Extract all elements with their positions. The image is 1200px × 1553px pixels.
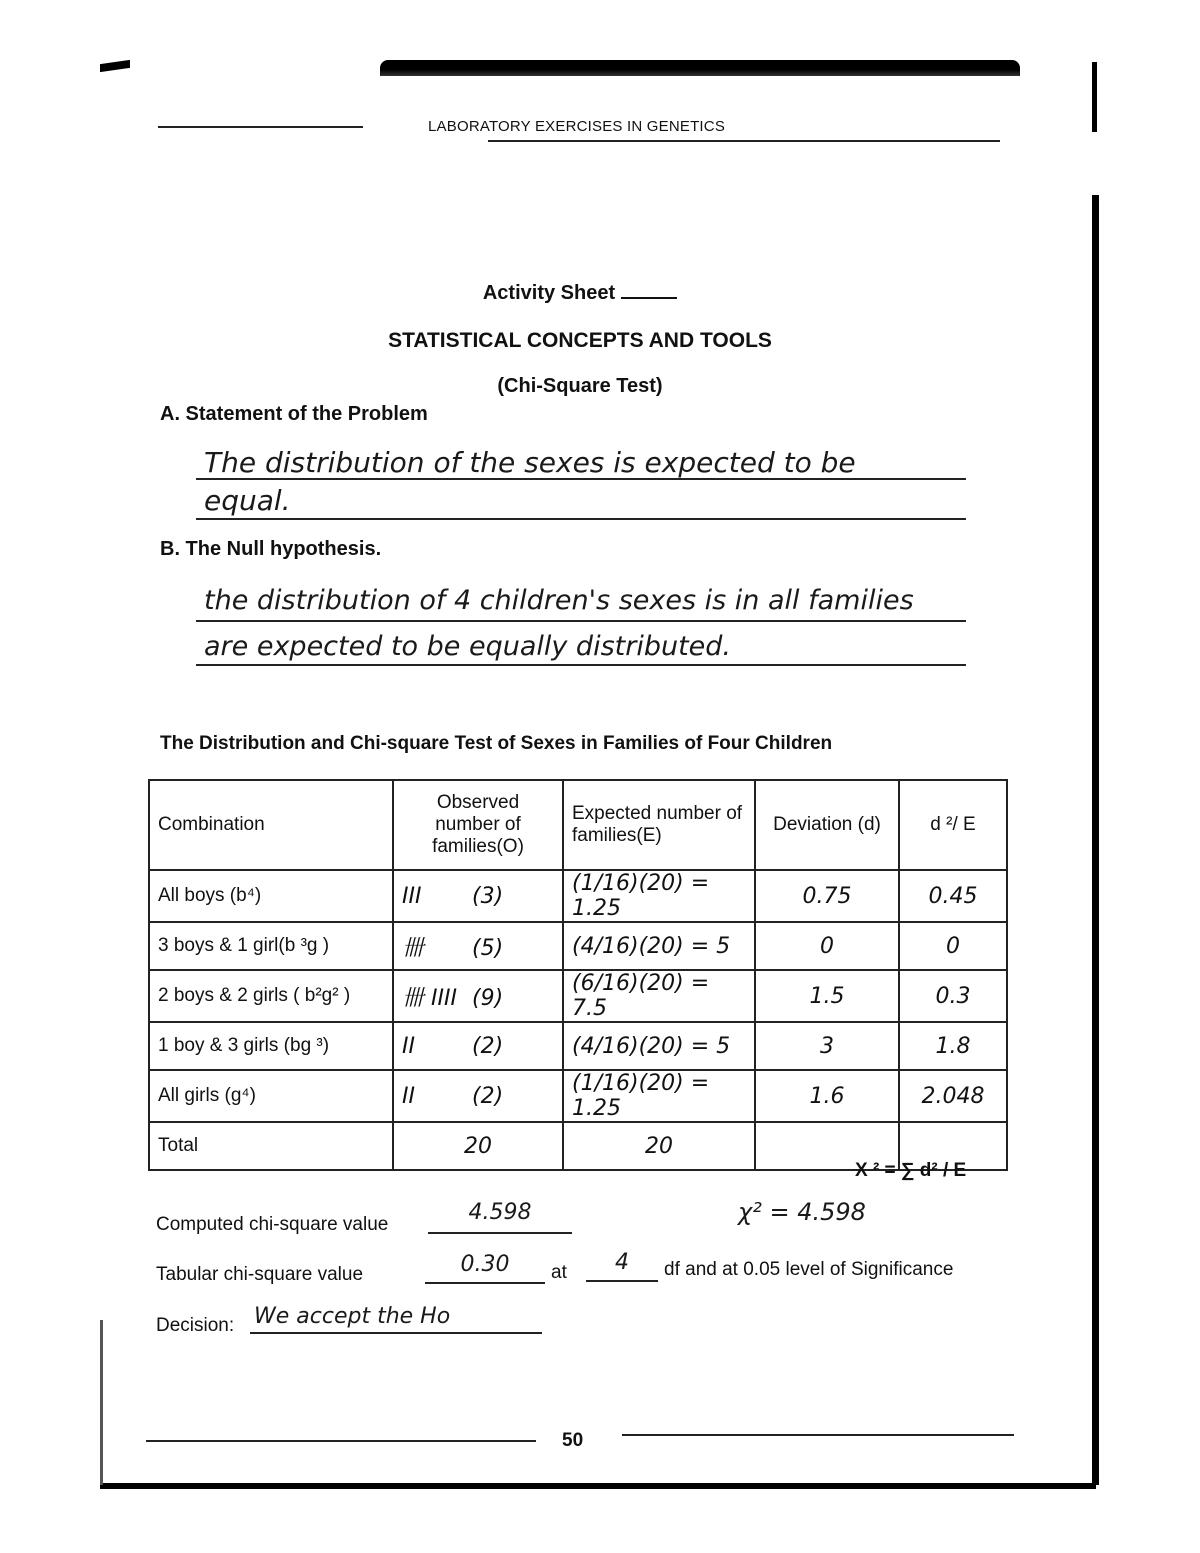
sub-title: (Chi-Square Test): [497, 375, 663, 397]
observed-count: (2): [472, 1083, 504, 1109]
cell-combination: 3 boys & 1 girl(b ³g ): [149, 922, 393, 970]
cell-d2e: 0.3: [899, 970, 1007, 1022]
computed-chi-label: Computed chi-square value: [156, 1214, 389, 1235]
df-value: 4: [586, 1250, 658, 1282]
hypothesis-answer-line: are expected to be equally distributed.: [196, 630, 966, 666]
section-a-label: A. Statement of the Problem: [160, 403, 428, 425]
scan-left-edge: [100, 1320, 103, 1485]
problem-answer-line: The distribution of the sexes is expected to be: [196, 446, 966, 480]
tabular-chi-value: 0.30: [425, 1252, 545, 1284]
cell-expected: (6/16)(20) = 7.5: [563, 970, 755, 1022]
tally-marks: 卌: [402, 935, 425, 961]
table-row: [149, 922, 1007, 970]
cell-combination: 2 boys & 2 girls ( b²g² ): [149, 970, 393, 1022]
chi-square-formula: X ² = ∑ d² / E: [855, 1160, 967, 1181]
scan-top-shadow: [380, 60, 1020, 76]
activity-title: Activity Sheet: [0, 282, 1160, 305]
decision-value: We accept the Ho: [250, 1304, 542, 1334]
decision-label: Decision:: [156, 1315, 235, 1336]
cell-d2e: 0: [899, 922, 1007, 970]
activity-number-blank: [621, 283, 677, 299]
cell-total-observed: 20: [393, 1122, 563, 1170]
hypothesis-answer-line: the distribution of 4 children's sexes is in all families: [196, 584, 966, 622]
table-row: [149, 970, 1007, 1022]
header-deviation: Deviation (d): [755, 780, 899, 870]
cell-deviation: 3: [755, 1022, 899, 1070]
header-rule-right: [488, 140, 1000, 142]
cell-expected: (1/16)(20) = 1.25: [563, 870, 755, 922]
running-header: LABORATORY EXERCISES IN GENETICS: [428, 118, 726, 135]
header-d2e: d ²/ E: [899, 780, 1007, 870]
tally-marks: III: [402, 883, 422, 909]
tabular-chi-label: Tabular chi-square value: [156, 1264, 364, 1285]
header-expected: Expected number of families(E): [563, 780, 755, 870]
observed-count: (3): [472, 883, 504, 909]
handwritten-chi-note: χ² = 4.598: [738, 1198, 866, 1226]
cell-d2e: 1.8: [899, 1022, 1007, 1070]
table-row: [149, 1022, 1007, 1070]
cell-observed: [393, 870, 563, 922]
cell-expected: (4/16)(20) = 5: [563, 1022, 755, 1070]
observed-count: (5): [472, 935, 504, 961]
at-label: at: [551, 1262, 567, 1283]
cell-deviation: 1.5: [755, 970, 899, 1022]
tally-marks: II: [402, 1033, 415, 1059]
page-number: 50: [562, 1430, 584, 1451]
table-row: [149, 870, 1007, 922]
observed-count: (2): [472, 1033, 504, 1059]
cell-d2e: 0.45: [899, 870, 1007, 922]
df-significance-text: df and at 0.05 level of Significance: [664, 1259, 954, 1280]
cell-expected: (4/16)(20) = 5: [563, 922, 755, 970]
table-caption: The Distribution and Chi-square Test of Sexes in Families of Four Children: [160, 733, 833, 754]
cell-combination: 1 boy & 3 girls (bg ³): [149, 1022, 393, 1070]
footer-rule-right: [622, 1434, 1014, 1436]
cell-deviation: 1.6: [755, 1070, 899, 1122]
observed-count: (9): [472, 985, 504, 1011]
problem-answer-line: equal.: [196, 484, 966, 520]
scan-edge-mark: [100, 60, 130, 72]
cell-expected: (1/16)(20) = 1.25: [563, 1070, 755, 1122]
cell-total-expected: 20: [563, 1122, 755, 1170]
computed-chi-value: 4.598: [428, 1200, 572, 1234]
table-header-row: [149, 780, 1007, 870]
cell-observed: [393, 1070, 563, 1122]
cell-total-label: Total: [149, 1122, 393, 1170]
header-observed: Observed number of families(O): [393, 780, 563, 870]
tally-marks: 卌 IIII: [402, 985, 457, 1011]
cell-d2e: 2.048: [899, 1070, 1007, 1122]
footer-rule-left: [146, 1440, 536, 1442]
main-title: STATISTICAL CONCEPTS AND TOOLS: [388, 329, 772, 352]
table-row: [149, 1070, 1007, 1122]
cell-observed: [393, 970, 563, 1022]
cell-observed: [393, 1022, 563, 1070]
section-b-label: B. The Null hypothesis.: [160, 538, 382, 560]
cell-combination: All girls (g⁴): [149, 1070, 393, 1122]
cell-combination: All boys (b⁴): [149, 870, 393, 922]
chi-square-table: [148, 779, 1008, 1171]
cell-observed: [393, 922, 563, 970]
header-rule-left: [158, 126, 363, 128]
tally-marks: II: [402, 1083, 415, 1109]
cell-deviation: 0.75: [755, 870, 899, 922]
scan-right-edge: [1092, 62, 1097, 132]
header-combination: Combination: [149, 780, 393, 870]
cell-deviation: 0: [755, 922, 899, 970]
scan-bottom-edge: [100, 1483, 1096, 1489]
